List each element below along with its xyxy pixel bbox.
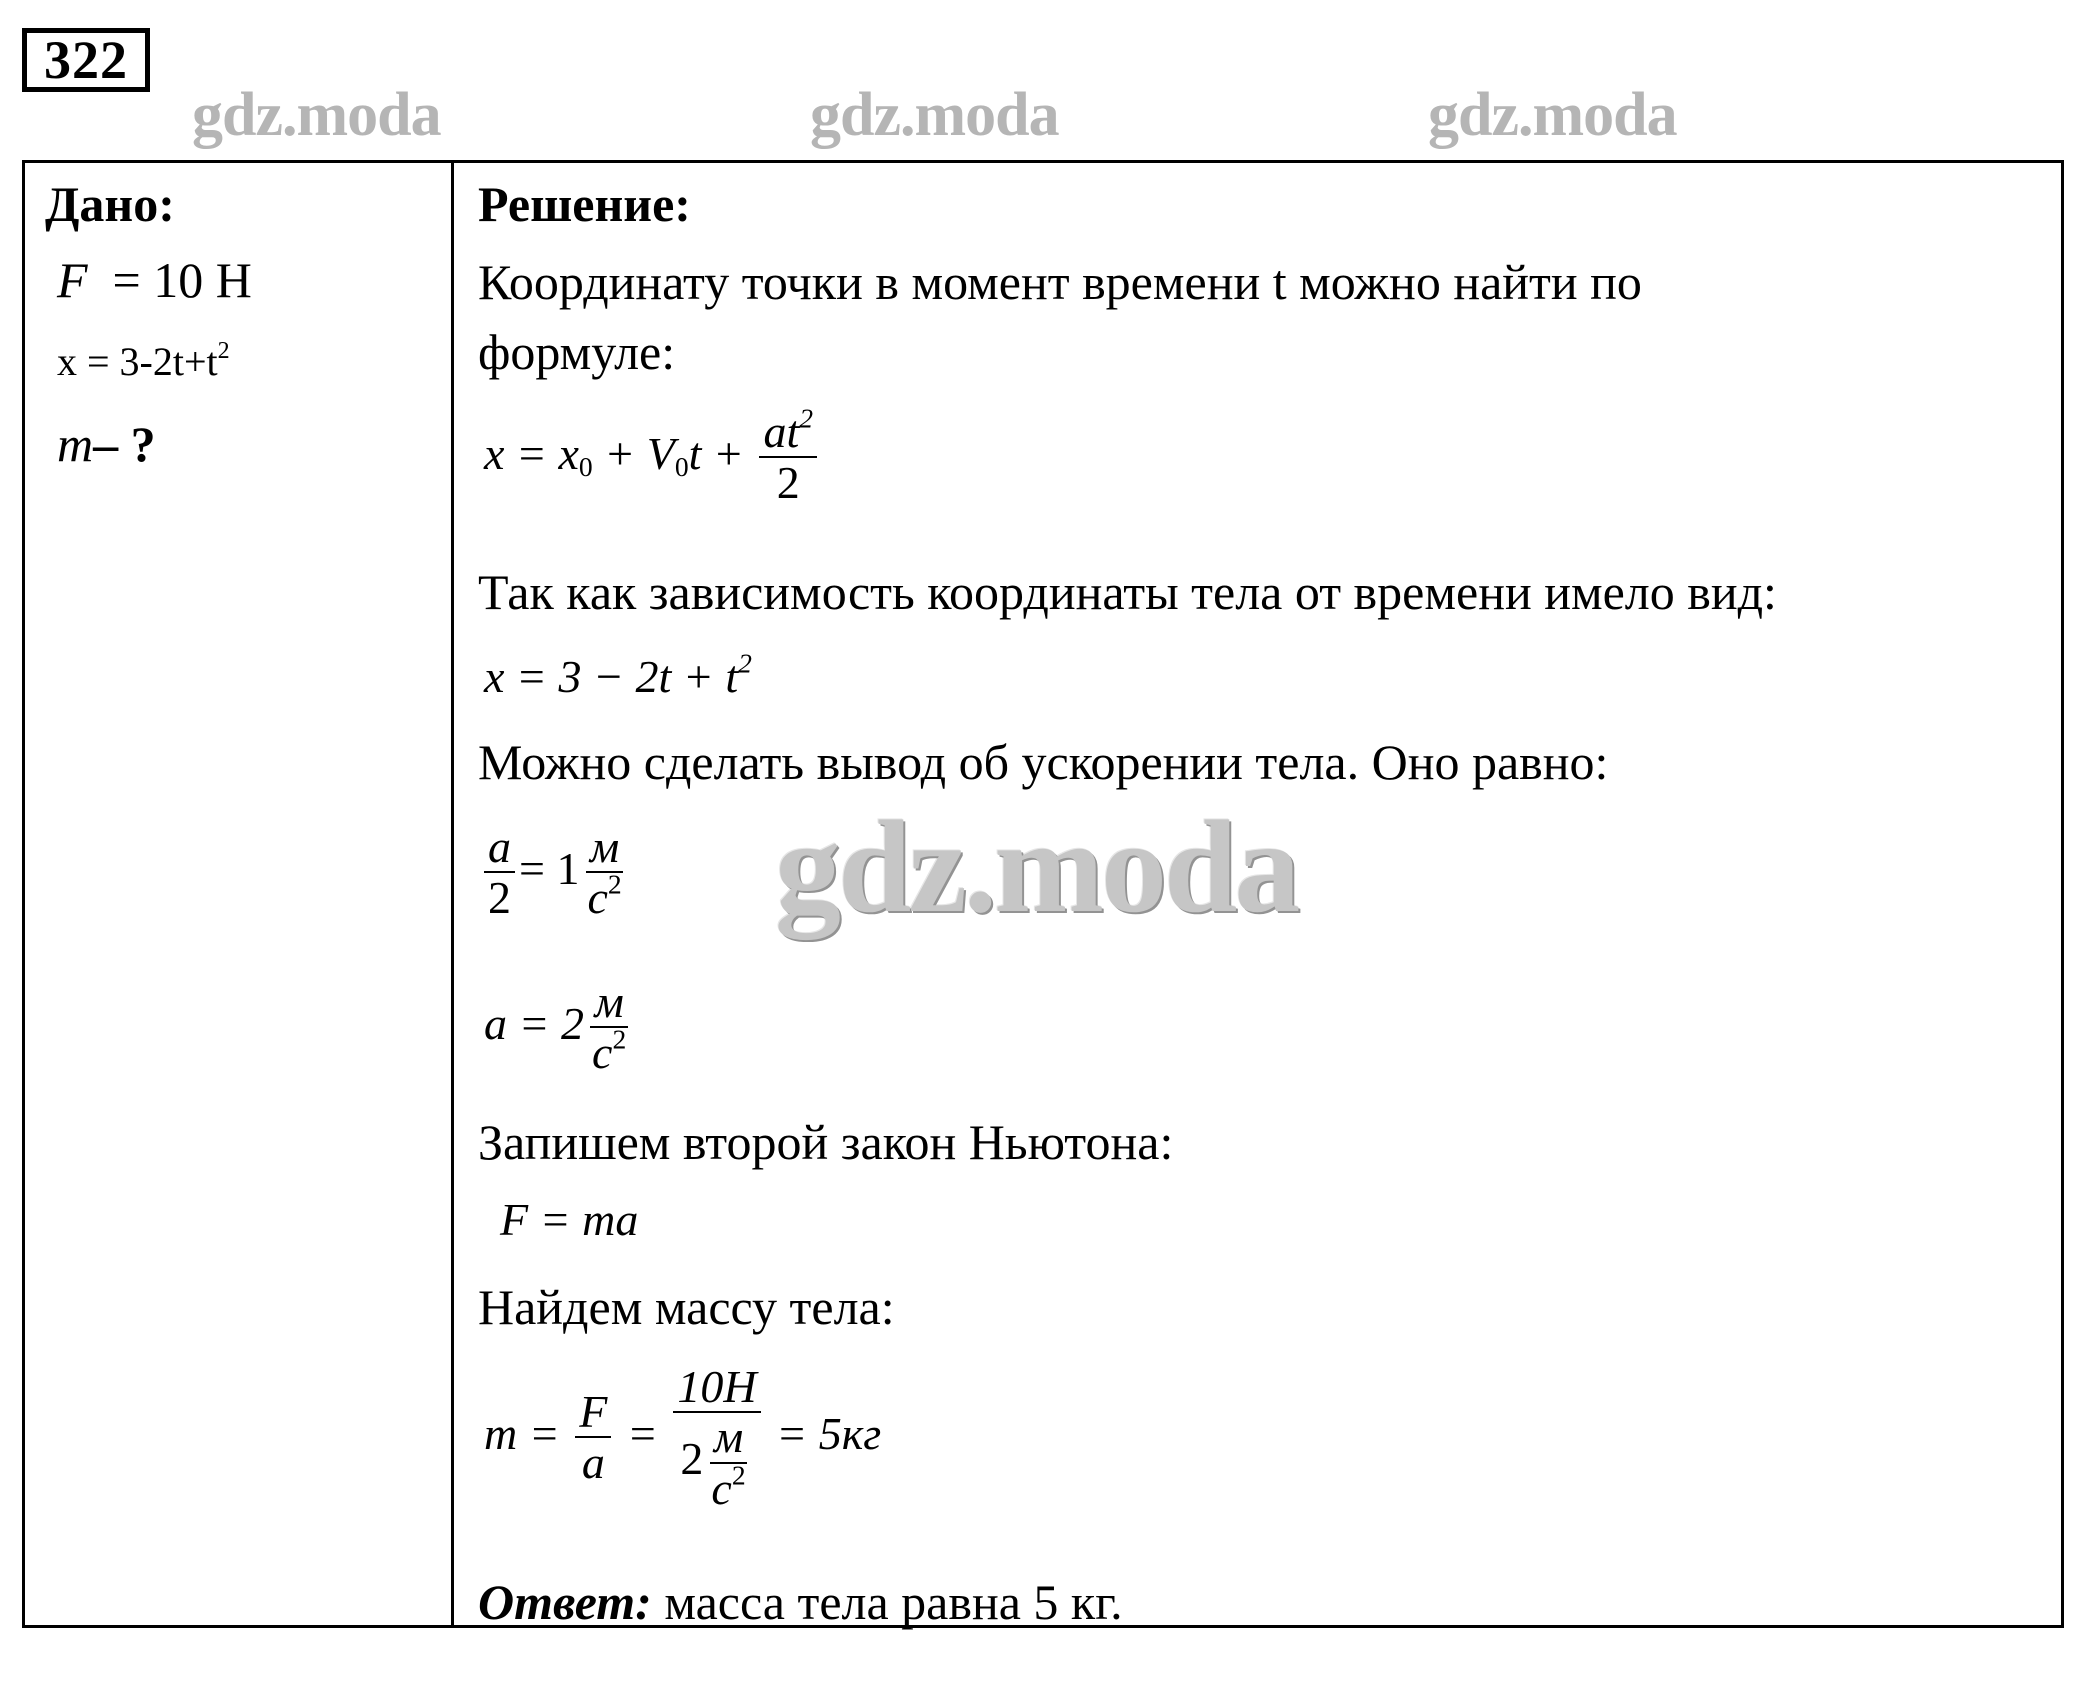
formula-subscript: 0 — [674, 450, 689, 482]
fraction-numerator: at — [763, 406, 800, 457]
given-unknown — [57, 415, 156, 473]
formula-part: x = 3 − 2t + t — [484, 651, 739, 702]
fraction-denominator: 2 — [488, 872, 511, 924]
formula-half-acceleration — [480, 823, 630, 924]
formula-position — [484, 402, 821, 509]
given-header: Дано: — [45, 176, 175, 232]
unit-denominator: с — [592, 1027, 613, 1079]
formula-part: = — [615, 1408, 670, 1460]
answer-text: масса тела равна 5 кг. — [651, 1574, 1123, 1630]
fraction-denominator: 2 — [776, 457, 800, 509]
unit-exponent: 2 — [607, 868, 622, 900]
fraction-numerator: a — [484, 823, 515, 873]
unknown-mark: – ? — [93, 416, 156, 472]
formula-result: = 5кг — [764, 1408, 882, 1460]
solution-paragraph: Координату точки в момент времени t можно найти по — [478, 254, 1642, 310]
answer-label: Ответ: — [478, 1574, 652, 1630]
fraction — [673, 1363, 760, 1514]
watermark: gdz.moda — [192, 81, 441, 149]
solution-paragraph: Так как зависимость координаты тела от времени имело вид: — [478, 564, 1777, 620]
watermark-large: gdz.moda — [775, 793, 1298, 940]
formula-subscript: 0 — [578, 450, 593, 482]
solution-paragraph: формуле: — [478, 324, 676, 380]
formula-part: m = — [484, 1408, 572, 1460]
solution-paragraph: Запишем второй закон Ньютона: — [478, 1114, 1174, 1170]
fraction — [575, 1388, 611, 1489]
formula-part: t + — [688, 428, 756, 479]
formula-newton-law: F = ma — [500, 1194, 639, 1245]
watermark: gdz.moda — [810, 81, 1059, 149]
formula-part: a = 2 — [484, 998, 585, 1049]
force-symbol: F — [57, 252, 88, 308]
fraction — [484, 823, 515, 924]
formula-coordinate — [484, 647, 752, 703]
force-value: = 10 Н — [112, 252, 252, 308]
watermark: gdz.moda — [1428, 81, 1677, 149]
fraction-numerator: 10H — [673, 1363, 760, 1413]
formula-exponent: 2 — [738, 647, 752, 679]
fraction-denominator: 2 — [680, 1433, 704, 1485]
unit-fraction — [583, 823, 625, 924]
unknown-symbol: m — [57, 416, 94, 472]
equation-exponent: 2 — [217, 338, 230, 365]
formula-part: + V — [592, 428, 675, 479]
formula-mass — [484, 1363, 881, 1514]
unit-denominator: с — [587, 872, 608, 924]
fraction-denominator: a — [581, 1437, 605, 1489]
solution-paragraph: Найдем массу тела: — [478, 1279, 895, 1335]
fraction-numerator: F — [575, 1388, 611, 1438]
unit-numerator: м — [590, 978, 627, 1028]
answer-line — [478, 1573, 1123, 1631]
unit-numerator: м — [586, 823, 623, 873]
unit-fraction — [588, 978, 630, 1079]
given-column — [25, 163, 451, 1625]
fraction — [759, 402, 817, 509]
solution-header: Решение: — [478, 176, 691, 232]
formula-part: = 1 — [519, 843, 580, 894]
unit-exponent: 2 — [612, 1023, 627, 1055]
solution-paragraph: Можно сделать вывод об ускорении тела. Оно равно: — [478, 734, 1609, 790]
unit-fraction — [707, 1413, 749, 1514]
unit-exponent: 2 — [731, 1459, 746, 1491]
unit-denominator: с — [711, 1462, 732, 1514]
equation-text: x = 3-2t+t — [57, 339, 218, 384]
formula-part: x = x — [484, 428, 579, 479]
formula-exponent: 2 — [799, 402, 814, 434]
given-force — [57, 251, 252, 309]
problem-number: 322 — [22, 28, 150, 92]
unit-numerator: м — [710, 1413, 747, 1463]
given-equation — [57, 338, 230, 385]
formula-acceleration — [484, 978, 634, 1079]
